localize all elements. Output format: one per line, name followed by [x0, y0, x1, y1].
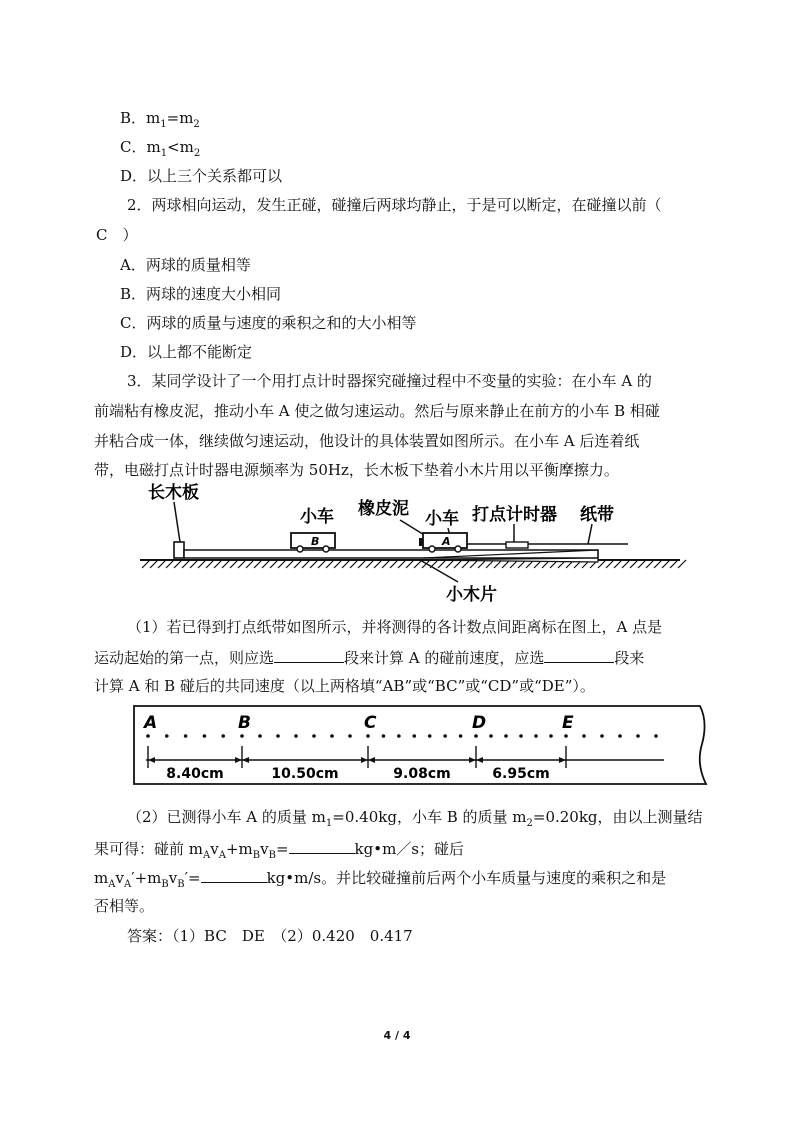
q3-stem-line-4: 带，电磁打点计时器电源频率为 50Hz，长木板下垫着小木片用以平衡摩擦力。 — [94, 461, 619, 479]
subscript: B — [252, 850, 261, 861]
answer-blank-2[interactable] — [544, 646, 614, 663]
tape-dot — [549, 734, 553, 738]
cart-b — [291, 533, 335, 552]
text: =m — [166, 109, 194, 127]
tape-point-label: C — [364, 713, 377, 733]
tape-dot — [519, 734, 523, 738]
q3-stem-line-3: 并粘合成一体，继续做匀速运动，他设计的具体装置如图所示。在小车 A 后连着纸 — [94, 432, 640, 450]
tape-point-label: D — [472, 713, 487, 733]
q2-option-d: D．以上都不能断定 — [120, 343, 253, 361]
text: 运动起始的第一点，则应选 — [94, 649, 275, 667]
tape-dot — [618, 734, 622, 738]
tape-segment-label: 8.40cm — [166, 766, 224, 782]
tape-dot — [240, 734, 244, 738]
text: kg•m/s。并比较碰撞前后两个小车质量与速度的乘积之和是 — [266, 869, 667, 887]
tape-dot — [146, 734, 150, 738]
tape-point-label: E — [562, 713, 574, 733]
tape-dot — [203, 734, 207, 738]
timer — [506, 542, 528, 548]
cart-b-letter: B — [311, 535, 320, 548]
q3-part2-line-3 — [94, 866, 666, 895]
text: = — [275, 840, 289, 858]
tape-dot — [504, 734, 508, 738]
label-cart-a: 小车 — [425, 509, 459, 529]
tape-dot — [636, 734, 640, 738]
text: 果可得：碰前 m — [94, 840, 203, 858]
q3-part1-line-2 — [94, 646, 644, 668]
text: 段来计算 A 的碰前速度，应选 — [344, 649, 545, 667]
tape-dot — [428, 734, 432, 738]
tape-dot — [397, 734, 401, 738]
label-tape: 纸带 — [580, 505, 614, 525]
tape-dot — [443, 734, 447, 738]
q2-answer-line: C ） — [96, 226, 138, 244]
q3-part1-line-3: 计算 A 和 B 碰后的共同速度（以上两格填“AB”或“BC”或“CD”或“DE”）。 — [94, 677, 595, 695]
q3-stem-line-1: 3．某同学设计了一个用打点计时器探究碰撞过程中不变量的实验：在小车 A 的 — [127, 372, 652, 390]
text: v — [115, 869, 124, 887]
tape-point-label: B — [238, 713, 251, 733]
ground — [140, 560, 686, 568]
tape-dot — [654, 734, 658, 738]
q2-option-c: C．两球的质量与速度的乘积之和的大小相等 — [120, 314, 417, 332]
q2-option-a: A．两球的质量相等 — [120, 256, 251, 274]
subscript: A — [108, 879, 116, 890]
text: v — [260, 840, 269, 858]
answer-line: 答案：（1）BC DE （2）0.420 0.417 — [127, 927, 413, 945]
tape-dot — [165, 734, 169, 738]
label-board: 长木板 — [148, 483, 199, 503]
text: v — [210, 840, 219, 858]
tape-dot — [534, 734, 538, 738]
subscript: 2 — [193, 148, 201, 159]
tape-dot — [459, 734, 463, 738]
label-putty: 橡皮泥 — [358, 499, 409, 519]
tape-dot — [184, 734, 188, 738]
page-number: 4 / 4 — [383, 1029, 411, 1042]
q2-stem: 2．两球相向运动，发生正碰，碰撞后两球均静止，于是可以断定，在碰撞以前（ — [127, 196, 662, 214]
text: 段来 — [614, 649, 645, 667]
q2-option-b: B．两球的速度大小相同 — [120, 285, 282, 303]
tape-dot — [366, 734, 370, 738]
answer-blank-1[interactable] — [274, 646, 344, 663]
subscript: B — [161, 879, 169, 890]
tape-dot — [412, 734, 416, 738]
text: ′+m — [131, 869, 162, 887]
tape-dot — [276, 734, 280, 738]
subscript: 2 — [526, 818, 533, 829]
cart-a — [419, 533, 467, 552]
tape-dot — [382, 734, 386, 738]
q3-part1-line-1: （1）若已得到打点纸带如图所示，并将测得的各计数点间距离标在图上，A 点是 — [127, 618, 663, 636]
subscript: A — [218, 850, 226, 861]
q3-part2-line-4: 否相等。 — [94, 897, 155, 915]
tape-point-label: A — [144, 713, 158, 733]
tape-dot — [564, 734, 568, 738]
label-cart-b: 小车 — [300, 507, 334, 527]
subscript: 2 — [193, 119, 200, 130]
tape-dot — [294, 734, 298, 738]
text: B．m — [120, 109, 161, 127]
tape-dot — [258, 734, 262, 738]
q1-option-c — [120, 137, 200, 164]
tape-figure — [132, 702, 712, 788]
text: ′= — [184, 869, 201, 887]
tape-segment-label: 6.95cm — [492, 766, 550, 782]
text: C．m — [120, 138, 161, 156]
q3-part2-line-2 — [94, 837, 464, 866]
subscript: A — [123, 879, 132, 890]
text: m — [94, 869, 109, 887]
tape-dot — [348, 734, 352, 738]
tape-dot — [600, 734, 604, 738]
q1-option-d: D．以上三个关系都可以 — [120, 167, 283, 185]
label-wedge: 小木片 — [446, 585, 497, 605]
tape-dot — [330, 734, 334, 738]
tape-dot — [582, 734, 586, 738]
subscript: B — [268, 850, 276, 861]
answer-blank-3[interactable] — [289, 837, 355, 854]
tape-segment-label: 10.50cm — [271, 766, 339, 782]
tape-dot — [312, 734, 316, 738]
answer-blank-4[interactable] — [201, 866, 267, 883]
subscript: B — [177, 879, 185, 890]
text: kg•m／s；碰后 — [354, 840, 464, 858]
text: =0.20kg，由以上测量结 — [532, 808, 703, 826]
text: +m — [225, 840, 253, 858]
cart-a-letter: A — [442, 535, 451, 548]
tape-dot — [474, 734, 478, 738]
subscript: 1 — [160, 119, 167, 130]
tape-segment-label: 9.08cm — [393, 766, 451, 782]
subscript: A — [203, 850, 211, 861]
tape-dot — [221, 734, 225, 738]
q1-option-b — [120, 108, 200, 135]
text: =0.40kg，小车 B 的质量 m — [332, 808, 527, 826]
q3-stem-line-2: 前端粘有橡皮泥，推动小车 A 使之做匀速运动。然后与原来静止在前方的小车 B 相碰 — [94, 402, 660, 420]
text: （2）已测得小车 A 的质量 m — [127, 808, 326, 826]
apparatus-figure — [128, 478, 688, 608]
subscript: 1 — [160, 148, 168, 159]
label-timer: 打点计时器 — [472, 505, 557, 525]
text: <m — [167, 138, 194, 156]
tape-dot — [489, 734, 493, 738]
subscript: 1 — [325, 818, 333, 829]
text: v — [168, 869, 178, 887]
q3-part2-line-1 — [127, 807, 703, 834]
